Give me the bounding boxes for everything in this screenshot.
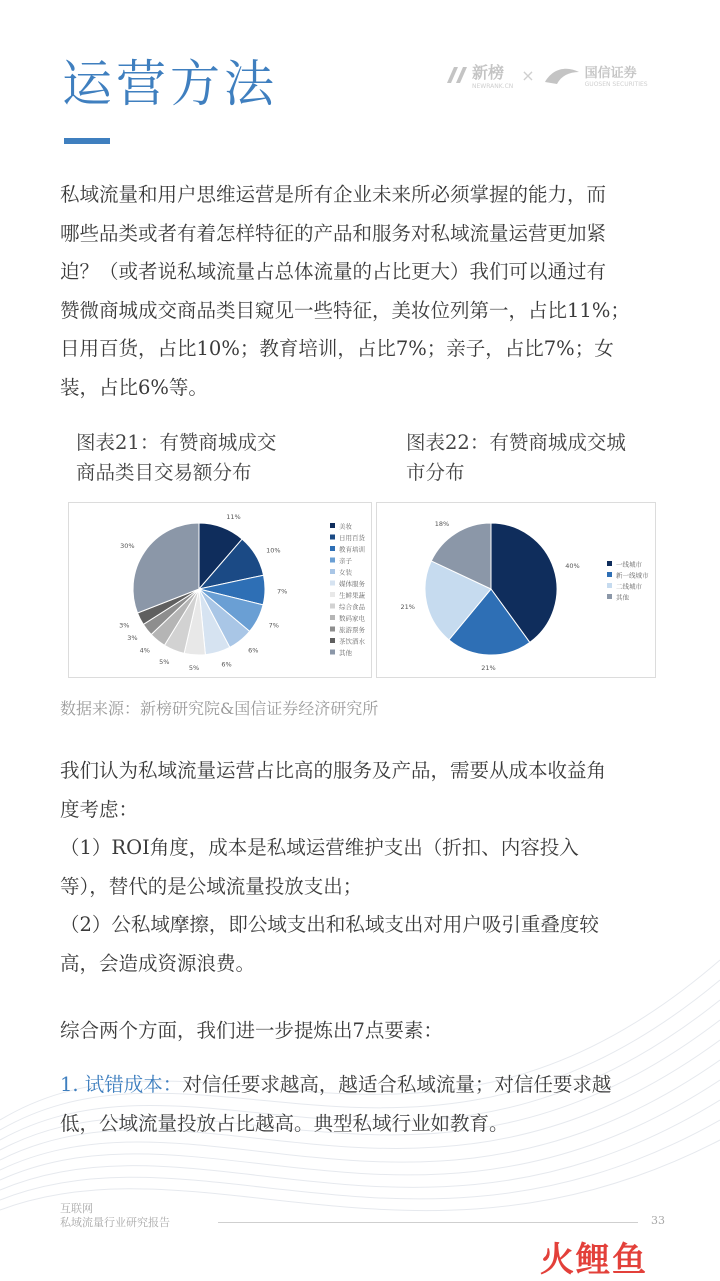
figure-22-caption bbox=[406, 428, 626, 488]
guosen-logo-sub: GUOSEN SECURITIES bbox=[584, 81, 648, 88]
figure-21-caption-line: 图表21：有赞商城成交 bbox=[76, 431, 277, 454]
pie-value-label: 21% bbox=[400, 603, 415, 611]
legend-swatch bbox=[330, 592, 335, 597]
legend-label: 一线城市 bbox=[616, 560, 642, 569]
element-1-line-2: 低，公域流量投放占比越高。典型私域行业如教育。 bbox=[60, 1111, 509, 1135]
guosen-icon bbox=[543, 64, 581, 86]
pie-value-label: 18% bbox=[434, 520, 450, 529]
figure-22-chart-frame bbox=[376, 502, 656, 678]
pie-value-label: 21% bbox=[481, 664, 496, 672]
pie-value-label: 4% bbox=[139, 646, 150, 655]
legend-swatch bbox=[330, 650, 335, 655]
legend-label: 新一线城市 bbox=[616, 571, 649, 580]
legend-label: 茶饮酒水 bbox=[339, 637, 365, 646]
legend-swatch bbox=[330, 569, 335, 574]
newrank-logo-sub: NEWRANK.CN bbox=[472, 83, 514, 90]
pie-value-label: 7% bbox=[268, 621, 279, 630]
legend-swatch bbox=[330, 638, 335, 643]
body-line: （1）ROI角度，成本是私域运营维护支出（折扣、内容投入 bbox=[60, 836, 579, 859]
pie-value-label: 40% bbox=[565, 561, 580, 570]
pie-value-label: 6% bbox=[248, 646, 259, 655]
pie-value-label: 5% bbox=[188, 663, 200, 672]
legend-label: 综合食品 bbox=[339, 603, 365, 611]
figure-21-caption-line: 商品类目交易额分布 bbox=[76, 461, 252, 484]
element-1-label: 1. 试错成本： bbox=[60, 1073, 183, 1096]
body-line: 等），替代的是公域流量投放支出； bbox=[60, 874, 363, 898]
intro-line: 赞微商城成交商品类目窥见一些特征，美妆位列第一，占比11%； bbox=[60, 298, 630, 322]
legend-swatch bbox=[607, 572, 612, 577]
intro-paragraph bbox=[60, 176, 680, 407]
legend-label: 美妆 bbox=[339, 522, 352, 531]
page-title: 运营方法 bbox=[62, 55, 278, 113]
legend-swatch bbox=[330, 615, 335, 620]
body-line: 我们认为私域流量运营占比高的服务及产品，需要从成本收益角 bbox=[60, 759, 607, 782]
pie-value-label: 3% bbox=[119, 621, 130, 630]
body-line: （2）公私域摩擦，即公域支出和私域支出对用户吸引重叠度较 bbox=[60, 913, 599, 936]
legend-swatch bbox=[330, 604, 335, 609]
guosen-logo-text: 国信证券 bbox=[584, 66, 637, 81]
footer-report-name bbox=[60, 1202, 170, 1230]
pie-value-label: 5% bbox=[159, 658, 170, 667]
footer-divider bbox=[218, 1222, 638, 1223]
figure-22-caption-line: 市分布 bbox=[406, 461, 465, 484]
pie-value-label: 7% bbox=[277, 587, 288, 596]
legend-label: 其他 bbox=[339, 649, 352, 657]
legend-swatch bbox=[607, 583, 612, 588]
summary-line: 综合两个方面，我们进一步提炼出7点要素： bbox=[60, 1019, 443, 1042]
footer-line-1: 互联网 bbox=[60, 1202, 93, 1215]
title-underline bbox=[64, 138, 110, 144]
legend-label: 日用百货 bbox=[339, 534, 365, 542]
element-1-text: 对信任要求越高，越适合私域流量；对信任要求越 bbox=[182, 1073, 612, 1096]
pie-value-label: 3% bbox=[127, 634, 138, 643]
legend-swatch bbox=[330, 627, 335, 632]
legend-swatch bbox=[607, 561, 612, 566]
city-pie-chart bbox=[377, 503, 655, 677]
legend-label: 亲子 bbox=[339, 557, 352, 565]
legend-label: 女装 bbox=[339, 568, 352, 577]
category-pie-chart bbox=[69, 503, 371, 677]
newrank-logo bbox=[446, 60, 513, 90]
newrank-icon bbox=[446, 65, 468, 85]
legend-label: 媒体服务 bbox=[339, 580, 365, 588]
cost-benefit-paragraph bbox=[60, 752, 680, 983]
intro-line: 装，占比6%等。 bbox=[60, 375, 208, 399]
page-number: 33 bbox=[651, 1214, 665, 1227]
data-source: 数据来源：新榜研究院&国信证券经济研究所 bbox=[60, 699, 379, 718]
logo-separator: × bbox=[521, 65, 535, 85]
legend-swatch bbox=[607, 594, 612, 599]
figure-21-chart-frame bbox=[68, 502, 372, 678]
element-1-line bbox=[60, 1066, 680, 1105]
legend-label: 生鲜果蔬 bbox=[339, 591, 365, 600]
watermark-logo: 火鲤鱼 bbox=[540, 1240, 648, 1280]
body-line: 高，会造成资源浪费。 bbox=[60, 951, 256, 975]
element-1-paragraph bbox=[60, 1066, 680, 1143]
body-line: 度考虑： bbox=[60, 797, 139, 821]
intro-line: 迫？（或者说私域流量占总体流量的占比更大）我们可以通过有 bbox=[60, 260, 607, 283]
newrank-logo-text: 新榜 bbox=[472, 63, 505, 82]
legend-swatch bbox=[330, 523, 335, 528]
legend-swatch bbox=[330, 535, 335, 540]
legend-label: 教育培训 bbox=[339, 545, 365, 554]
footer-line-2: 私域流量行业研究报告 bbox=[60, 1216, 170, 1229]
figure-22-caption-line: 图表22：有赞商城成交城 bbox=[406, 431, 626, 454]
legend-swatch bbox=[330, 581, 335, 586]
legend-label: 其他 bbox=[616, 593, 629, 602]
guosen-logo bbox=[543, 62, 648, 88]
header-logos bbox=[446, 58, 661, 92]
legend-label: 旅游票务 bbox=[339, 626, 365, 634]
pie-value-label: 11% bbox=[226, 512, 241, 521]
legend-label: 数码家电 bbox=[339, 614, 365, 623]
intro-line: 私域流量和用户思维运营是所有企业未来所必须掌握的能力，而 bbox=[60, 183, 607, 206]
legend-label: 二线城市 bbox=[616, 582, 642, 591]
intro-line: 哪些品类或者有着怎样特征的产品和服务对私域流量运营更加紧 bbox=[60, 221, 607, 245]
intro-line: 日用百货，占比10%；教育培训，占比7%；亲子，占比7%；女 bbox=[60, 337, 614, 360]
pie-value-label: 10% bbox=[266, 546, 281, 555]
pie-value-label: 6% bbox=[221, 660, 232, 669]
legend-swatch bbox=[330, 546, 335, 551]
legend-swatch bbox=[330, 558, 335, 563]
pie-value-label: 30% bbox=[120, 542, 135, 550]
figure-21-caption bbox=[76, 428, 276, 488]
